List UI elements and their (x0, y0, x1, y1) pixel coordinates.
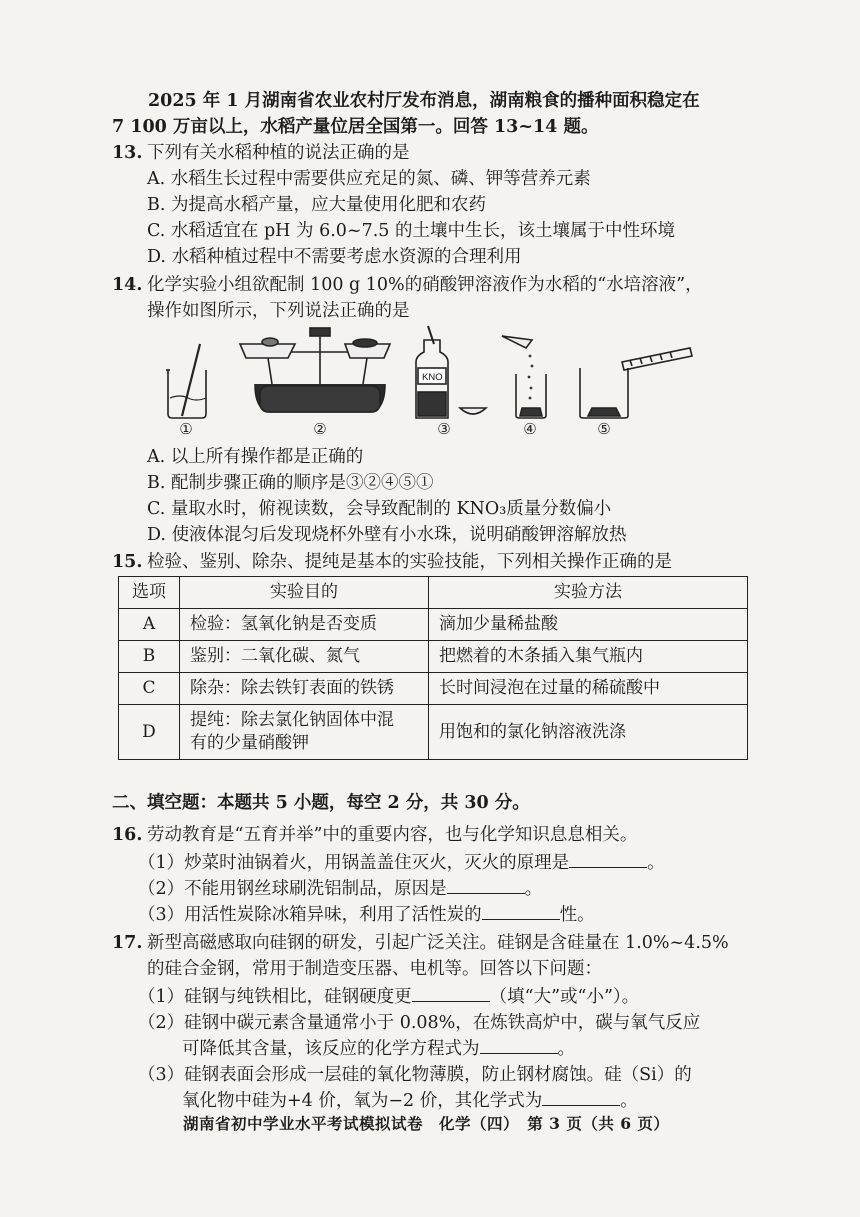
row-method: 长时间浸泡在过量的稀硫酸中 (429, 673, 748, 705)
row-purpose: 除杂：除去铁钉表面的铁锈 (180, 673, 429, 705)
q13-number: 13. (112, 143, 143, 163)
intro-line-2: 7 100 万亩以上，水稻产量位居全国第一。回答 13~14 题。 (112, 117, 599, 137)
q16-number: 16. (112, 825, 143, 845)
q14-stem-line-2: 操作如图所示，下列说法正确的是 (147, 301, 410, 321)
answer-blank[interactable] (412, 985, 490, 1002)
answer-blank[interactable] (480, 1037, 558, 1054)
page-footer: 湖南省初中学业水平考试模拟试卷 化学（四） 第 3 页（共 6 页） (183, 1114, 670, 1133)
intro-line-1: 2025 年 1 月湖南省农业农村厅发布消息，湖南粮食的播种面积稳定在 (148, 91, 700, 111)
q13-stem: 下列有关水稻种植的说法正确的是 (147, 143, 410, 163)
q17-item-3-line-2: 氧化物中硅为+4 价，氧为−2 价，其化学式为 。 (182, 1091, 638, 1111)
bottle-label: KNO (422, 372, 443, 383)
q14-number: 14. (112, 275, 143, 295)
row-option: B (119, 641, 180, 673)
q14-option-a: A. 以上所有操作都是正确的 (147, 447, 364, 467)
q17-item-2-line-2: 可降低其含量，该反应的化学方程式为 。 (182, 1039, 575, 1059)
q16-item-2: （2）不能用钢丝球刷洗铝制品，原因是 。 (138, 879, 543, 899)
q16-stem: 劳动教育是“五育并举”中的重要内容，也与化学知识息息相关。 (147, 825, 638, 845)
balance-figure (240, 328, 390, 412)
q17-number: 17. (112, 933, 143, 953)
pouring-water-figure (580, 348, 692, 418)
table-row (119, 673, 748, 705)
answer-blank[interactable] (542, 1089, 620, 1106)
table-row (119, 705, 748, 760)
row-purpose: 检验：氢氧化钠是否变质 (180, 609, 429, 641)
answer-blank[interactable] (569, 851, 647, 868)
answer-blank[interactable] (447, 877, 525, 894)
q17-stem-line-2: 的硅合金钢，常用于制造变压器、电机等。回答以下问题： (147, 959, 602, 979)
figure-label-2: ② (313, 420, 327, 438)
beaker-stirring-figure (166, 344, 206, 418)
q14-option-b: B. 配制步骤正确的顺序是③②④⑤① (147, 473, 434, 493)
q16-item-1: （1）炒菜时油锅着火，用锅盖盖住灭火，灭火的原理是 。 (138, 853, 665, 873)
q14-stem-line-1: 化学实验小组欲配制 100 g 10%的硝酸钾溶液作为水稻的“水培溶液”， (147, 275, 703, 295)
q13-option-d: D. 水稻种植过程中不需要考虑水资源的合理利用 (147, 247, 522, 267)
table-row (119, 609, 748, 641)
row-option: D (119, 705, 180, 760)
row-option: C (119, 673, 180, 705)
q17-item-2-line-1: （2）硅钢中碳元素含量通常小于 0.08%，在炼铁高炉中，碳与氧气反应 (138, 1013, 701, 1033)
header-method: 实验方法 (429, 577, 748, 609)
answer-blank[interactable] (482, 903, 560, 920)
row-option: A (119, 609, 180, 641)
header-option: 选项 (119, 577, 180, 609)
q16-item-3: （3）用活性炭除冰箱异味，利用了活性炭的 性。 (138, 905, 595, 925)
table-header-row (119, 577, 748, 609)
q14-option-d: D. 使液体混匀后发现烧杯外壁有小水珠，说明硝酸钾溶解放热 (147, 525, 627, 545)
figure-label-1: ① (179, 420, 193, 438)
q17-item-3-line-1: （3）硅钢表面会形成一层硅的氧化物薄膜，防止钢材腐蚀。硅（Si）的 (138, 1065, 692, 1085)
figure-label-5: ⑤ (597, 420, 611, 438)
q17-stem-line-1: 新型高磁感取向硅钢的研发，引起广泛关注。硅钢是含硅量在 1.0%~4.5% (147, 933, 729, 953)
q15-stem: 检验、鉴别、除杂、提纯是基本的实验技能，下列相关操作正确的是 (147, 552, 672, 572)
row-purpose: 提纯：除去氯化钠固体中混 有的少量硝酸钾 (180, 705, 429, 760)
table-row (119, 641, 748, 673)
figure-label-4: ④ (523, 420, 537, 438)
row-method: 滴加少量稀盐酸 (429, 609, 748, 641)
q15-number: 15. (112, 552, 143, 572)
figure-label-3: ③ (437, 420, 451, 438)
q14-option-c: C. 量取水时，俯视读数，会导致配制的 KNO₃质量分数偏小 (147, 499, 612, 519)
row-method: 用饱和的氯化钠溶液洗涤 (429, 705, 748, 760)
pouring-solid-figure (502, 336, 546, 418)
q13-option-a: A. 水稻生长过程中需要供应充足的氮、磷、钾等营养元素 (147, 169, 591, 189)
q13-option-b: B. 为提高水稻产量，应大量使用化肥和农药 (147, 195, 487, 215)
experiment-figures (160, 322, 710, 440)
q17-item-1: （1）硅钢与纯铁相比，硅钢硬度更 （填“大”或“小”）。 (138, 987, 640, 1007)
q13-option-c: C. 水稻适宜在 pH 为 6.0~7.5 的土壤中生长，该土壤属于中性环境 (147, 221, 675, 241)
experiment-table (118, 576, 748, 760)
row-purpose: 鉴别：二氧化碳、氮气 (180, 641, 429, 673)
section-2-title: 二、填空题：本题共 5 小题，每空 2 分，共 30 分。 (112, 793, 530, 813)
row-method: 把燃着的木条插入集气瓶内 (429, 641, 748, 673)
header-purpose: 实验目的 (180, 577, 429, 609)
